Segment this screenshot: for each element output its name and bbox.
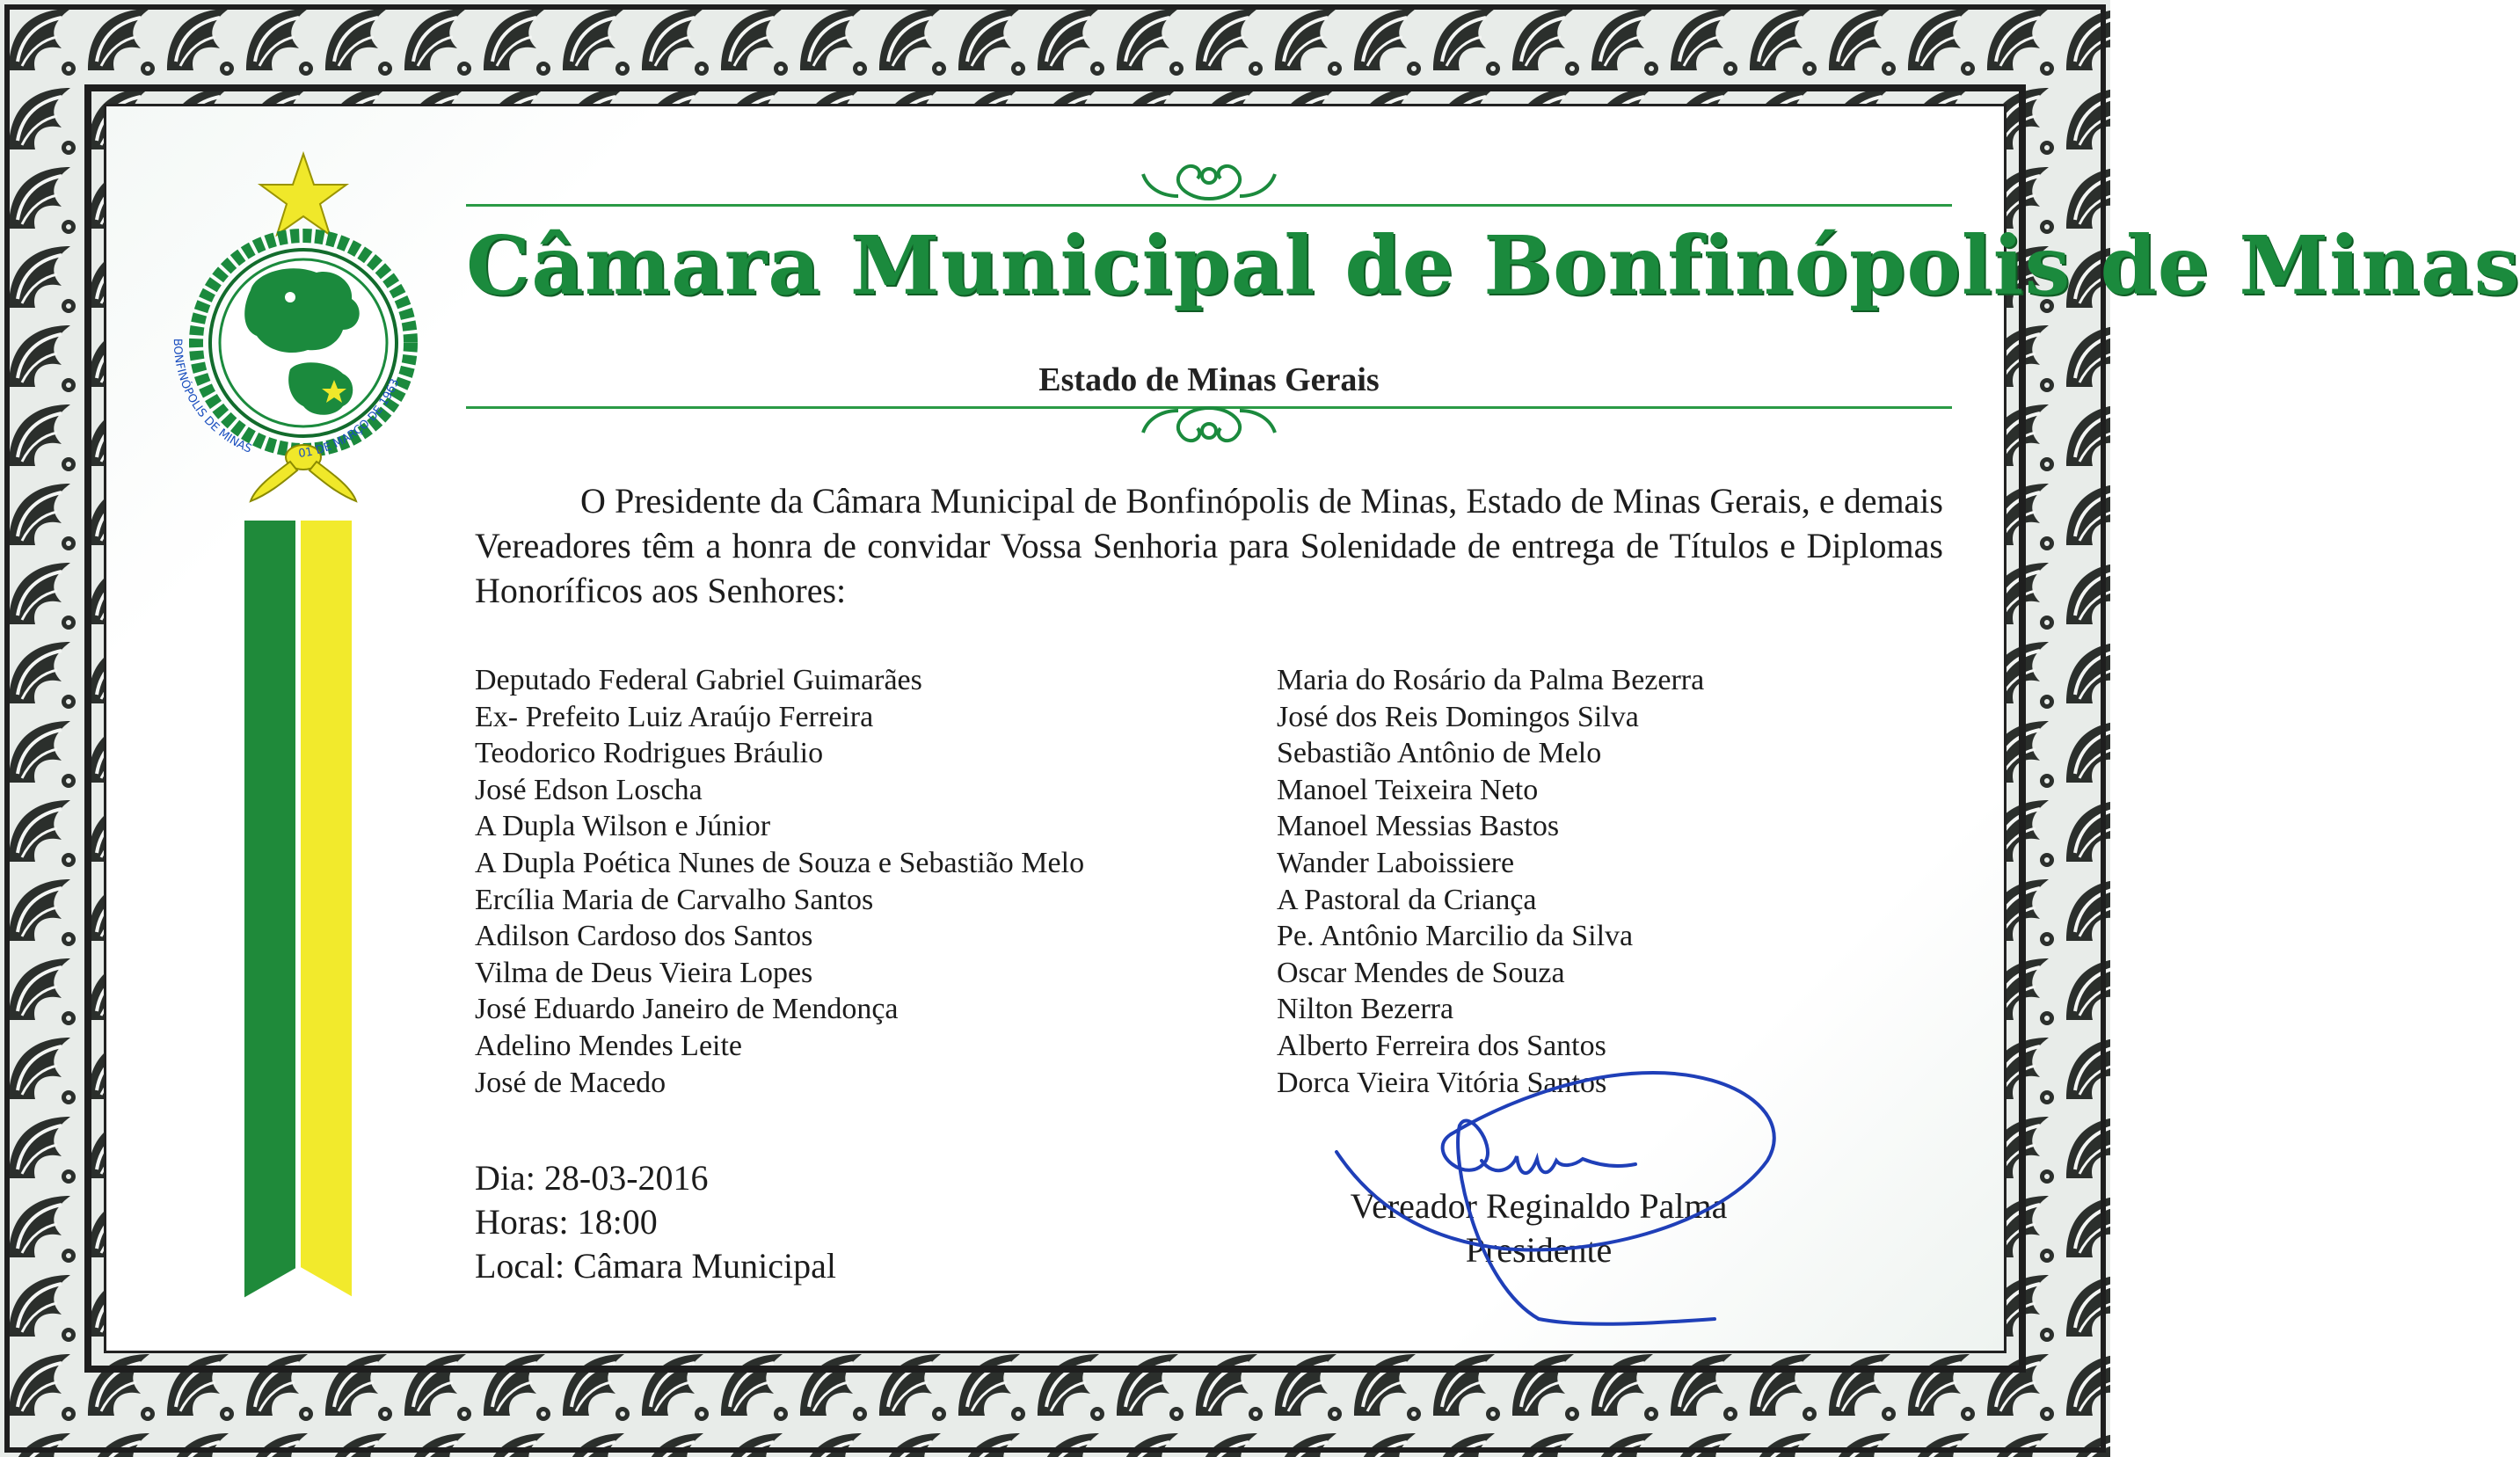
page-subtitle: Estado de Minas Gerais — [1038, 361, 1380, 398]
list-item: Maria do Rosário da Palma Bezerra — [1277, 664, 1705, 696]
honorees-list-left — [475, 662, 1231, 1101]
page-title: Câmara Municipal de Bonfinópolis de Minas — [466, 218, 2520, 313]
list-item: Teodorico Rodrigues Bráulio — [475, 737, 824, 770]
event-time: Horas: 18:00 — [475, 1202, 658, 1242]
invitation-text: O Presidente da Câmara Municipal de Bonfinópolis de Minas, Estado de Minas Gerais, e demais Vereadores têm a honra de convidar Vossa Senhoria para Solenidade de entrega de Títulos e Diplomas Honoríficos aos Senhores: — [475, 481, 1943, 610]
ornament-scroll-icon — [1134, 157, 1284, 202]
municipal-emblem — [158, 149, 422, 510]
list-item: A Dupla Poética Nunes de Souza e Sebastião Melo — [475, 846, 1085, 879]
list-item: José Edson Loscha — [475, 773, 703, 806]
list-item: Manoel Messias Bastos — [1277, 810, 1560, 843]
signatory-name: Vereador Reginaldo Palma — [1350, 1186, 1728, 1226]
header-rule-top — [466, 204, 1952, 207]
list-item: A Dupla Wilson e Júnior — [475, 810, 771, 843]
list-item: Adelino Mendes Leite — [475, 1029, 743, 1062]
list-item: José dos Reis Domingos Silva — [1277, 700, 1639, 733]
handwritten-signature — [1319, 1055, 1794, 1337]
emblem-arc-text-left: BONFINÓPOLIS DE MINAS — [170, 338, 254, 456]
list-item: Pe. Antônio Marcilio da Silva — [1277, 920, 1634, 953]
honorees-list-right — [1277, 662, 1945, 1101]
event-date: Dia: 28-03-2016 — [475, 1158, 709, 1198]
list-item: A Pastoral da Criança — [1277, 883, 1537, 916]
event-details — [475, 1156, 836, 1288]
list-item: Deputado Federal Gabriel Guimarães — [475, 664, 922, 696]
list-item: Wander Laboissiere — [1277, 846, 1515, 879]
ribbon-yellow-stripe — [301, 521, 352, 1310]
list-item: Manoel Teixeira Neto — [1277, 773, 1539, 806]
list-item: Nilton Bezerra — [1277, 993, 1454, 1026]
ribbon-green-stripe — [244, 521, 295, 1310]
list-item: Ercília Maria de Carvalho Santos — [475, 883, 874, 916]
emblem-star-icon — [260, 154, 346, 235]
list-item: Dorca Vieira Vitória Santos — [1277, 1066, 1607, 1099]
list-item: Oscar Mendes de Souza — [1277, 956, 1565, 989]
event-place: Local: Câmara Municipal — [475, 1246, 836, 1286]
list-item: Sebastião Antônio de Melo — [1277, 737, 1602, 770]
signatory-role: Presidente — [1465, 1230, 1613, 1270]
list-item: Ex- Prefeito Luiz Araújo Ferreira — [475, 700, 874, 733]
ribbon-tail-cut — [237, 1266, 361, 1319]
emblem-arc-text-right: 01 DE MARÇO DE 1963 — [297, 376, 403, 462]
list-item: Adilson Cardoso dos Santos — [475, 920, 813, 953]
list-item: José Eduardo Janeiro de Mendonça — [475, 993, 899, 1026]
list-item: Vilma de Deus Vieira Lopes — [475, 956, 813, 989]
list-item: José de Macedo — [475, 1066, 666, 1099]
ornament-scroll-icon — [1134, 404, 1284, 450]
list-item: Alberto Ferreira dos Santos — [1277, 1029, 1606, 1062]
